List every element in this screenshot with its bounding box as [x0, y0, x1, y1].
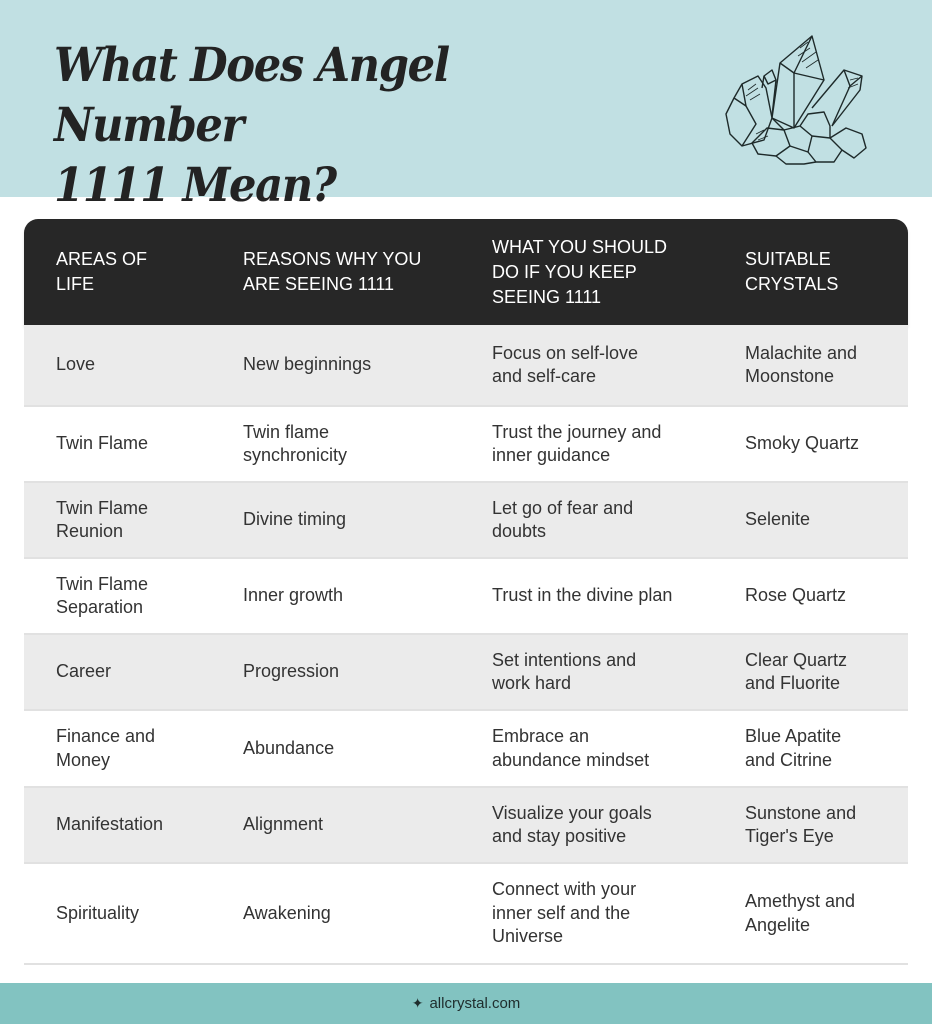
cell-reason: New beginnings — [243, 354, 372, 375]
table-row — [24, 559, 908, 635]
cell-crystals: Rose Quartz — [745, 585, 847, 606]
cell-reason: Progression — [243, 661, 340, 682]
cell-action: Trust in the divine plan — [492, 585, 673, 606]
cell-action: Visualize your goals and stay positive — [492, 802, 652, 846]
cell-crystals: Clear Quartz and Fluorite — [745, 649, 848, 693]
cell-reason: Abundance — [243, 737, 335, 758]
title-line-2: 1111 Mean? — [54, 158, 336, 213]
cell-crystals: Selenite — [745, 509, 811, 530]
cell-area: Career — [56, 661, 112, 682]
crystal-cluster-icon — [712, 28, 872, 168]
table-row — [24, 788, 908, 864]
cell-reason: Twin flame synchronicity — [243, 421, 348, 465]
column-header-what-to-do: WHAT YOU SHOULD DO IF YOU KEEP SEEING 1111 — [492, 236, 668, 307]
cell-action: Embrace an abundance mindset — [492, 726, 650, 770]
table-row — [24, 635, 908, 711]
table-row — [24, 864, 908, 965]
footer-bar — [0, 983, 932, 1024]
table-row — [24, 711, 908, 788]
column-header-areas-of-life: AREAS OF LIFE — [56, 249, 148, 294]
hero-banner — [0, 0, 932, 213]
cell-reason: Inner growth — [243, 585, 344, 606]
cell-area: Manifestation — [56, 814, 164, 835]
cell-crystals: Malachite and Moonstone — [745, 342, 858, 386]
cell-action: Trust the journey and inner guidance — [492, 421, 662, 465]
table-header — [24, 219, 908, 325]
cell-area: Finance and Money — [56, 726, 156, 770]
site-link[interactable]: allcrystal.com — [429, 995, 521, 1012]
cell-action: Focus on self-love and self-care — [492, 342, 639, 386]
cell-area: Twin Flame Separation — [56, 573, 149, 617]
cell-area: Twin Flame — [56, 433, 149, 454]
cell-reason: Divine timing — [243, 509, 347, 530]
cell-action: Let go of fear and doubts — [492, 497, 634, 541]
cell-action: Set intentions and work hard — [492, 649, 637, 693]
column-header-suitable-crystals: SUITABLE CRYSTALS — [745, 249, 839, 294]
title-line-1: What Does Angel Number — [54, 38, 449, 153]
sparkle-star-icon: ✦ — [411, 995, 424, 1011]
cell-crystals: Smoky Quartz — [745, 433, 860, 454]
cell-area: Spirituality — [56, 902, 140, 923]
cell-crystals: Amethyst and Angelite — [745, 891, 856, 935]
cell-crystals: Sunstone and Tiger's Eye — [745, 802, 857, 846]
cell-crystals: Blue Apatite and Citrine — [745, 726, 842, 770]
table-row — [24, 325, 908, 407]
cell-action: Connect with your inner self and the Universe — [492, 879, 637, 947]
cell-reason: Alignment — [243, 814, 324, 835]
table-row — [24, 483, 908, 559]
table-row — [24, 407, 908, 483]
cell-area: Twin Flame Reunion — [56, 497, 149, 541]
column-header-reasons: REASONS WHY YOU ARE SEEING 1111 — [243, 249, 422, 294]
angel-number-table — [24, 219, 908, 965]
cell-reason: Awakening — [243, 902, 331, 923]
cell-area: Love — [56, 354, 96, 375]
page-title — [54, 36, 643, 216]
